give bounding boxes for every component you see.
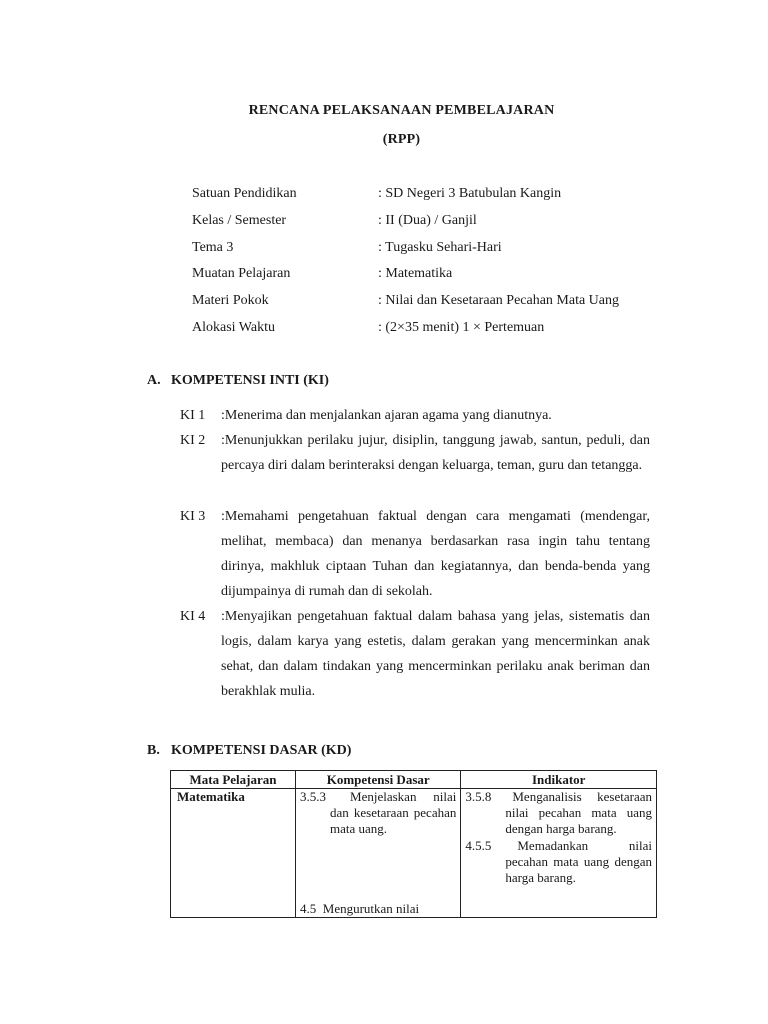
kd-item-1	[300, 789, 456, 837]
indicator-number: 3.5.8	[465, 789, 492, 804]
document-subtitle: (RPP)	[382, 132, 421, 147]
indicator-item-1	[465, 789, 652, 837]
section-a-letter: A.	[147, 373, 161, 388]
indicator-text: Memadankan nilai pecahan mata uang dengan harga barang.	[505, 838, 652, 885]
ki-3-text: :Memahami pengetahuan faktual dengan cara mengamati (mendengar, melihat, membaca) dan menanya berdasarkan rasa ingin tahu tentang dirinya, makhluk ciptaan Tuhan dan kegiatannya, dan benda-benda yang dijumpainya di rumah dan di sekolah.	[221, 509, 650, 599]
document-title: RENCANA PELAKSANAAN PEMBELAJARAN	[248, 103, 555, 118]
meta-value: : Tugasku Sehari-Hari	[378, 240, 502, 255]
meta-label: Alokasi Waktu	[192, 320, 275, 335]
section-b-heading	[147, 743, 351, 759]
indicator-cell	[461, 789, 657, 918]
ki-2-text: :Menunjukkan perilaku jujur, disiplin, tanggung jawab, santun, peduli, dan percaya diri dalam berinteraksi dengan keluarga, teman, guru dan tetangga.	[221, 433, 650, 473]
kd-item-2	[300, 901, 455, 917]
ki-3-code: KI 3	[180, 509, 206, 524]
ki-1-code: KI 1	[180, 408, 206, 423]
kd-table-header-row	[171, 771, 657, 789]
meta-value: : SD Negeri 3 Batubulan Kangin	[378, 186, 562, 201]
meta-label: Tema 3	[192, 240, 234, 255]
header-kompetensi-dasar: Kompetensi Dasar	[296, 771, 461, 789]
kd-number: 4.5	[300, 901, 317, 916]
indicator-item-2	[465, 838, 652, 886]
ki-4-code: KI 4	[180, 609, 206, 624]
table-row	[171, 789, 657, 918]
kd-table	[170, 770, 657, 918]
meta-label: Kelas / Semester	[192, 213, 287, 228]
meta-label: Satuan Pendidikan	[192, 186, 297, 201]
ki-2-code: KI 2	[180, 433, 206, 448]
meta-value: : Nilai dan Kesetaraan Pecahan Mata Uang	[378, 293, 620, 308]
kd-cell	[296, 789, 461, 918]
meta-value: : II (Dua) / Ganjil	[378, 213, 477, 228]
section-a-title: KOMPETENSI INTI (KI)	[171, 373, 329, 388]
ki-1-text: :Menerima dan menjalankan ajaran agama yang dianutnya.	[221, 408, 552, 423]
header-mata-pelajaran: Mata Pelajaran	[171, 771, 296, 789]
kd-text: Menjelaskan nilai dan kesetaraan pecahan mata uang.	[330, 789, 457, 836]
section-b-title: KOMPETENSI DASAR (KD)	[171, 743, 352, 758]
meta-value: : Matematika	[378, 266, 453, 281]
kd-text: Mengurutkan nilai	[322, 901, 420, 916]
meta-value: : (2×35 menit) 1 × Pertemuan	[378, 320, 545, 335]
section-b-letter: B.	[147, 743, 160, 758]
indicator-text: Menganalisis kesetaraan nilai pecahan mata uang dengan harga barang.	[505, 789, 652, 836]
header-indikator: Indikator	[461, 771, 657, 789]
indicator-number: 4.5.5	[465, 838, 492, 853]
ki-4-text: :Menyajikan pengetahuan faktual dalam bahasa yang jelas, sistematis dan logis, dalam karya yang estetis, dalam gerakan yang mencerminkan anak sehat, dan dalam tindakan yang mencerminkan perilaku anak beriman dan berakhlak mulia.	[221, 609, 650, 699]
kd-number: 3.5.3	[300, 789, 327, 804]
meta-label: Materi Pokok	[192, 293, 269, 308]
meta-label: Muatan Pelajaran	[192, 266, 291, 281]
section-a-heading	[147, 373, 329, 389]
subject-cell: Matematika	[171, 789, 296, 918]
